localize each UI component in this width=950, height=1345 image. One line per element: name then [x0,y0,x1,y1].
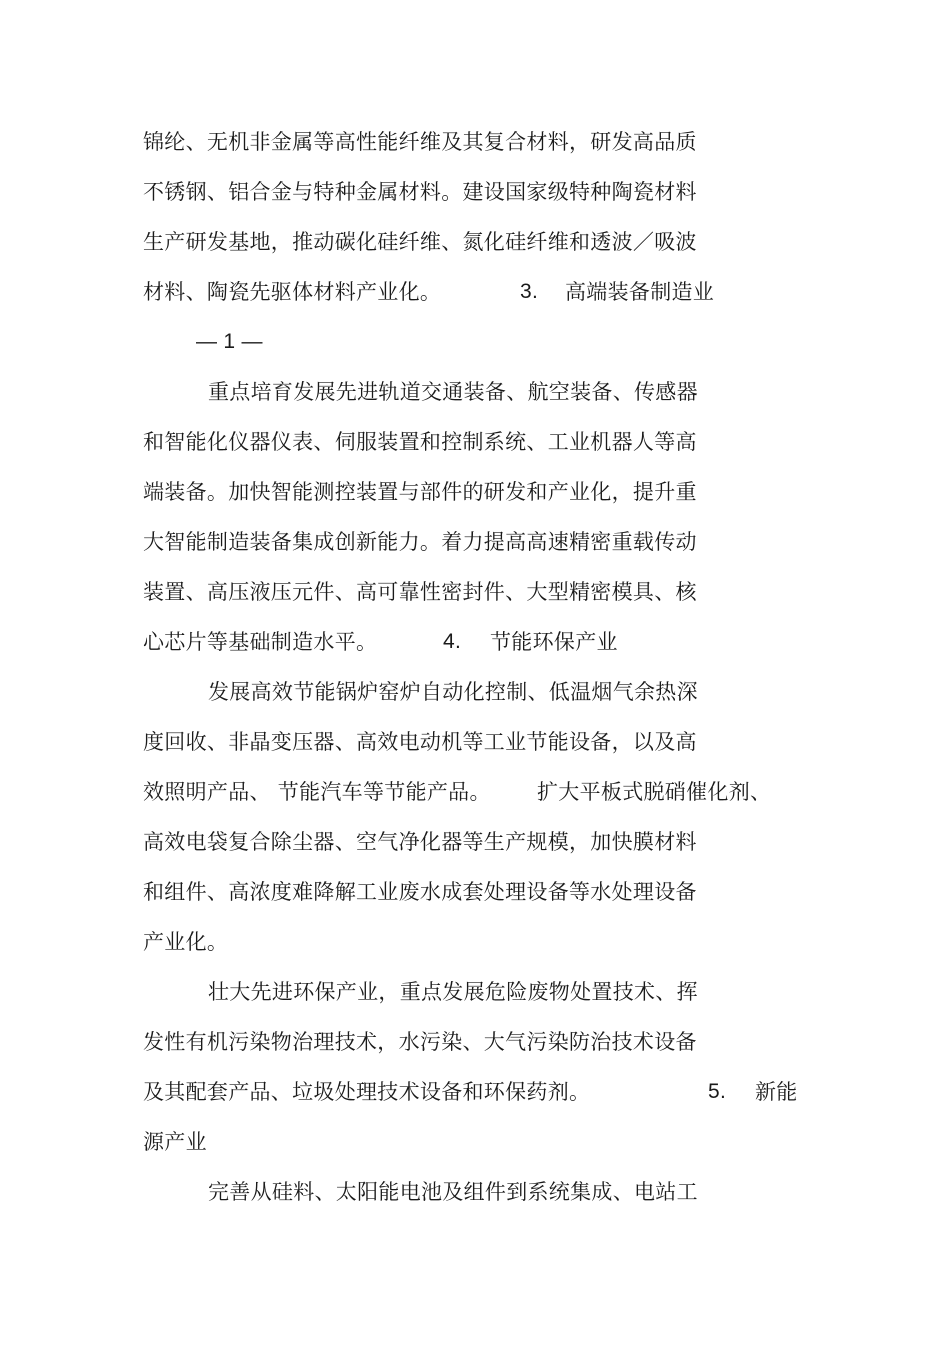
paragraph-line: 大智能制造装备集成创新能力。着力提高高速精密重载传动 [143,530,697,554]
paragraph-line: 源产业 [143,1130,207,1154]
paragraph-line: 锦纶、无机非金属等高性能纤维及其复合材料，研发高品质 [143,130,697,154]
paragraph-line: 发性有机污染物治理技术，水污染、大气污染防治技术设备 [143,1030,697,1054]
paragraph-line: 高效电袋复合除尘器、空气净化器等生产规模，加快膜材料 [143,830,697,854]
paragraph-line: 装置、高压液压元件、高可靠性密封件、大型精密模具、核 [143,580,697,604]
section-number: 5. [708,1080,727,1103]
paragraph-line: 扩大平板式脱硝催化剂、 [537,780,772,804]
paragraph-line: 不锈钢、铝合金与特种金属材料。建设国家级特种陶瓷材料 [143,180,697,204]
paragraph-line: 材料、陶瓷先驱体材料产业化。 [143,280,442,304]
paragraph-line: 和智能化仪器仪表、伺服装置和控制系统、工业机器人等高 [143,430,697,454]
paragraph-line: 度回收、非晶变压器、高效电动机等工业节能设备，以及高 [143,730,697,754]
section-heading: 高端装备制造业 [565,280,715,304]
section-heading: 节能环保产业 [490,630,618,654]
paragraph-line: 心芯片等基础制造水平。 [143,630,378,654]
section-number: 3. [520,280,539,303]
paragraph-line: 生产研发基地，推动碳化硅纤维、氮化硅纤维和透波／吸波 [143,230,697,254]
section-number: 4. [443,630,462,653]
paragraph-line: 及其配套产品、垃圾处理技术设备和环保药剂。 [143,1080,591,1104]
page-number: — 1 — [196,330,263,353]
paragraph-line: 产业化。 [143,930,229,954]
paragraph-line: 重点培育发展先进轨道交通装备、航空装备、传感器 [208,380,698,404]
paragraph-line: 和组件、高浓度难降解工业废水成套处理设备等水处理设备 [143,880,697,904]
paragraph-line: 发展高效节能锅炉窑炉自动化控制、低温烟气余热深 [208,680,698,704]
paragraph-line: 效照明产品、 节能汽车等节能产品。 [143,780,491,804]
paragraph-line: 完善从硅料、太阳能电池及组件到系统集成、电站工 [208,1180,698,1204]
paragraph-line: 端装备。加快智能测控装置与部件的研发和产业化，提升重 [143,480,697,504]
paragraph-line: 壮大先进环保产业，重点发展危险废物处置技术、挥 [208,980,698,1004]
section-heading: 新能 [755,1080,798,1104]
